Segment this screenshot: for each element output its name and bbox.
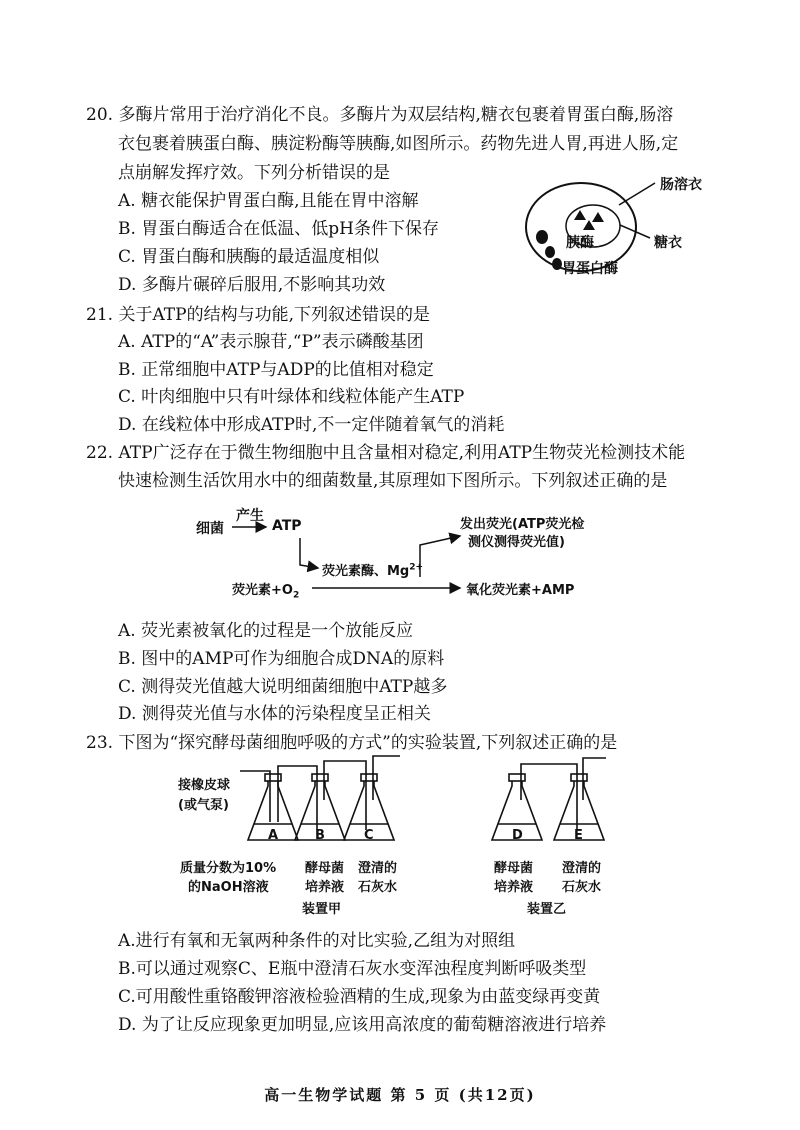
label-yeast-b-2: 培养液 — [494, 880, 534, 895]
q21-option-d: D. 在线粒体中形成ATP时,不一定伴随着氧气的消耗 — [118, 415, 505, 435]
q22-option-b: B. 图中的AMP可作为细胞合成DNA的原料 — [118, 649, 445, 669]
label-oxyluciferin-amp: 氧化荧光素+AMP — [466, 583, 575, 598]
label-flask-d: D — [512, 828, 523, 843]
label-lime-a-1: 澄清的 — [358, 861, 398, 876]
label-atp: ATP — [272, 518, 302, 534]
label-mg-superscript: 2+ — [409, 562, 424, 573]
label-flask-a: A — [268, 828, 279, 843]
q21-stem: 21. 关于ATP的结构与功能,下列叙述错误的是 — [86, 305, 430, 325]
label-yeast-a-2: 培养液 — [305, 880, 345, 895]
label-naoh-1: 质量分数为10% — [180, 861, 277, 876]
label-emit-fluorescence-2: 测仪测得荧光值) — [468, 535, 565, 550]
label-pepsin: 胃蛋白酶 — [562, 261, 618, 277]
label-lime-a-2: 石灰水 — [358, 880, 398, 895]
q21-option-a: A. ATP的“A”表示腺苷,“P”表示磷酸基团 — [118, 332, 424, 352]
label-o2-subscript: 2 — [292, 590, 300, 601]
q21-option-b: B. 正常细胞中ATP与ADP的比值相对稳定 — [118, 360, 434, 380]
q20-option-d: D. 多酶片碾碎后服用,不影响其功效 — [118, 275, 386, 295]
label-lime-b-1: 澄清的 — [562, 861, 602, 876]
q20-stem-line1: 20. 多酶片常用于治疗消化不良。多酶片为双层结构,糖衣包裹着胃蛋白酶,肠溶 — [86, 105, 674, 125]
label-naoh-2: 的NaOH溶液 — [188, 880, 269, 895]
q22-stem-line2: 快速检测生活饮用水中的细菌数量,其原理如下图所示。下列叙述正确的是 — [118, 471, 668, 491]
label-bacteria: 细菌 — [196, 521, 224, 537]
label-setup-yi: 装置乙 — [527, 902, 567, 917]
label-bulb-1: 接橡皮球 — [178, 778, 231, 793]
q20-stem-line3: 点崩解发挥疗效。下列分析错误的是 — [118, 163, 390, 183]
label-yeast-b-1: 酵母菌 — [494, 861, 534, 876]
label-setup-jia: 装置甲 — [302, 902, 342, 917]
label-bulb-2: (或气泵) — [178, 798, 229, 813]
q20-option-b: B. 胃蛋白酶适合在低温、低pH条件下保存 — [118, 219, 440, 239]
q23-option-b: B.可以通过观察C、E瓶中澄清石灰水变浑浊程度判断呼吸类型 — [118, 959, 587, 979]
q23-option-d: D. 为了让反应现象更加明显,应该用高浓度的葡萄糖溶液进行培养 — [118, 1015, 607, 1035]
label-emit-fluorescence-1: 发出荧光(ATP荧光检 — [460, 517, 585, 532]
label-produce: 产生 — [236, 508, 264, 524]
label-luciferase-text: 荧光素酶、Mg — [322, 564, 410, 579]
label-luciferin-text: 荧光素+O — [232, 583, 293, 598]
q23-option-c: C.可用酸性重铬酸钾溶液检验酒精的生成,现象为由蓝变绿再变黄 — [118, 987, 601, 1007]
page-footer: 高一生物学试题 第 5 页 (共12页) — [264, 1086, 536, 1104]
label-sugar-coating: 糖衣 — [654, 235, 682, 251]
label-enteric-coating: 肠溶衣 — [660, 177, 702, 193]
q21-option-c: C. 叶肉细胞中只有叶绿体和线粒体能产生ATP — [118, 387, 465, 407]
label-pancreatic-enzyme: 胰酶 — [566, 235, 594, 251]
label-flask-b: B — [315, 828, 325, 843]
q20-stem-line2: 衣包裹着胰蛋白酶、胰淀粉酶等胰酶,如图所示。药物先进人胃,再进人肠,定 — [118, 134, 679, 154]
label-yeast-a-1: 酵母菌 — [305, 861, 345, 876]
q20-option-a: A. 糖衣能保护胃蛋白酶,且能在胃中溶解 — [118, 191, 419, 211]
q23-option-a: A.进行有氧和无氧两种条件的对比实验,乙组为对照组 — [118, 931, 516, 951]
label-flask-e: E — [574, 828, 583, 843]
label-lime-b-2: 石灰水 — [562, 880, 602, 895]
q22-option-c: C. 测得荧光值越大说明细菌细胞中ATP越多 — [118, 677, 448, 697]
q20-option-c: C. 胃蛋白酶和胰酶的最适温度相似 — [118, 247, 380, 267]
q22-option-d: D. 测得荧光值与水体的污染程度呈正相关 — [118, 704, 431, 724]
label-flask-c: C — [364, 828, 374, 843]
q23-stem: 23. 下图为“探究酵母菌细胞呼吸的方式”的实验装置,下列叙述正确的是 — [86, 733, 618, 753]
q22-option-a: A. 荧光素被氧化的过程是一个放能反应 — [118, 621, 414, 641]
q22-stem-line1: 22. ATP广泛存在于微生物细胞中且含量相对稳定,利用ATP生物荧光检测技术能 — [86, 443, 686, 463]
